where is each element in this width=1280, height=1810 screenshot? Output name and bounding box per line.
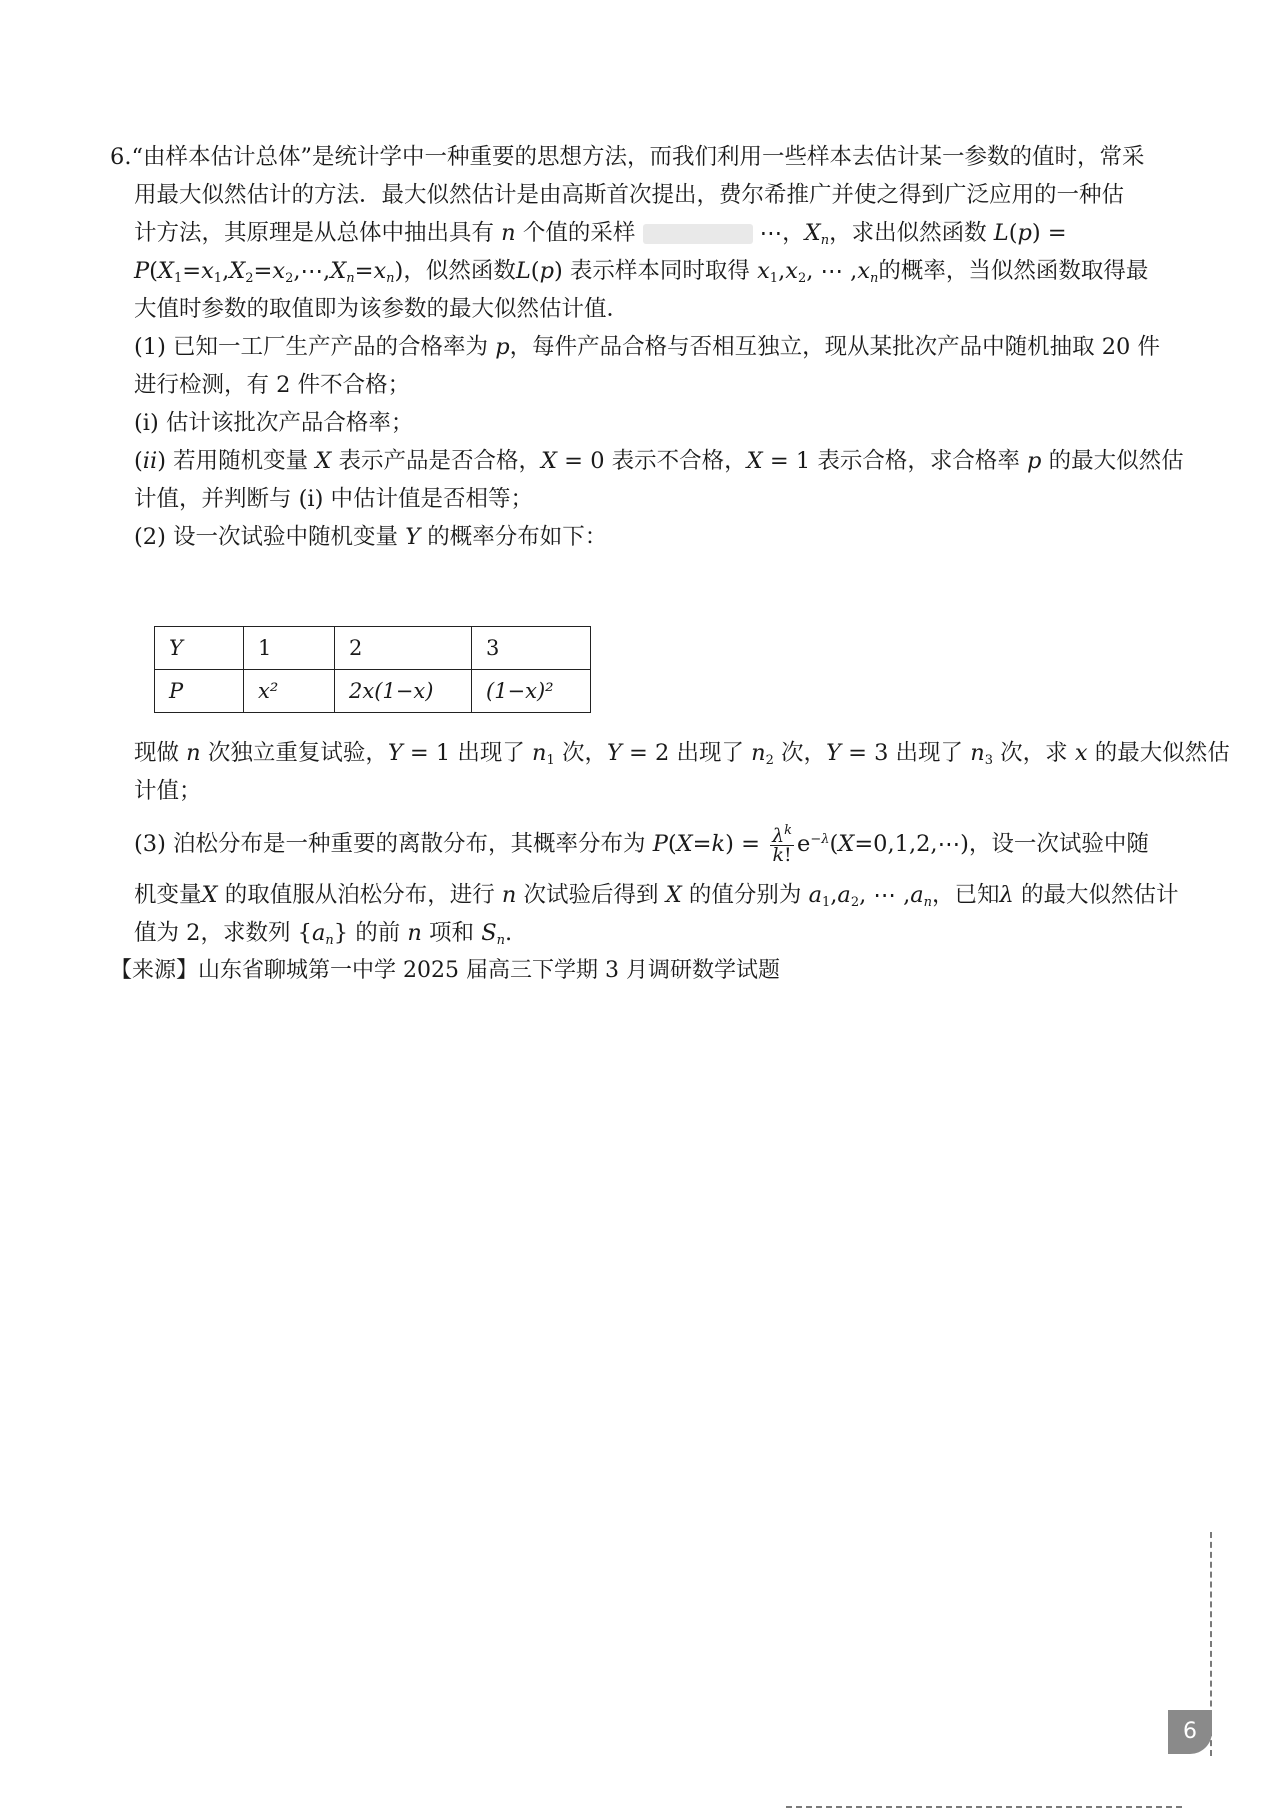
table-cell: 2 [335,627,472,670]
problem-line: $P(X_1=x_1,X_2=x_2,\cdots,X_n=x_n)$，似然函数L(p) 表示样本同时取得 $x_1,x_2$, ⋯ $,x_n$的概率，当似然函数取得最 [134,258,1149,286]
part1-i: (i) 估计该批次产品合格率； [134,410,414,436]
table-cell: 2x(1−x) [335,670,472,713]
part2-line: 现做 n 次独立重复试验，Y = 1 出现了 $n_1$ 次，Y = 2 出现了 $n_2$ 次，Y = 3 出现了 $n_3$ 次，求 x 的最大似然估 [134,740,1230,768]
page-number: 6 [1168,1710,1212,1754]
part1-line: 进行检测，有 2 件不合格； [134,372,411,398]
probability-table [154,626,591,713]
part3-line: 值为 2，求数列 $\{a_n\}$ 的前 n 项和 $S_n$. [134,920,513,948]
table-row [155,670,591,713]
problem-line: 计方法，其原理是从总体中抽出具有 n 个值的采样 ⋯，$X_n$，求出似然函数 L(p) = [134,220,1067,248]
part2-line: (2) 设一次试验中随机变量 Y 的概率分布如下： [134,524,608,550]
part1-ii: 计值，并判断与 (i) 中估计值是否相等； [134,486,534,512]
problem-line: 大值时参数的取值即为该参数的最大似然估计值． [134,296,630,322]
problem-number: 6. [110,144,132,170]
table-cell: 1 [244,627,335,670]
redacted-region [643,224,753,244]
page-border-decoration [786,1806,1182,1808]
fraction: $\frac{\lambda^k}{k!}$ [772,822,793,866]
table-cell: 3 [472,627,591,670]
part3-line: 机变量X 的取值服从泊松分布，进行 n 次试验后得到 X 的值分别为 $a_1,a_2$, ⋯ $,a_n$，已知λ 的最大似然估计 [134,882,1179,910]
source-note: 【来源】山东省聊城第一中学 2025 届高三下学期 3 月调研数学试题 [110,958,780,983]
part2-line: 计值； [134,778,202,804]
table-row [155,627,591,670]
problem-line: 6.“由样本估计总体”是统计学中一种重要的思想方法，而我们利用一些样本去估计某一参数的值时，常采 [110,144,1145,170]
table-cell: (1−x)² [472,670,591,713]
problem-line: 用最大似然估计的方法．最大似然估计是由高斯首次提出，费尔希推广并使之得到广泛应用的一种估 [134,182,1125,208]
part1-line: (1) 已知一工厂生产产品的合格率为 p，每件产品合格与否相互独立，现从某批次产品中随机抽取 20 件 [134,334,1161,360]
part3-line: (3) 泊松分布是一种重要的离散分布，其概率分布为 P(X=k) = $\frac{\lambda^k}{k!}$ $e^{-\lambda}(X=0,1,2,\cdots)$，设一次试验中随 [134,822,1149,866]
table-cell: Y [155,627,244,670]
part1-ii: (ii) 若用随机变量 X 表示产品是否合格，X = 0 表示不合格，X = 1 表示合格，求合格率 p 的最大似然估 [134,448,1184,474]
table-cell: x² [244,670,335,713]
table-cell: P [155,670,244,713]
